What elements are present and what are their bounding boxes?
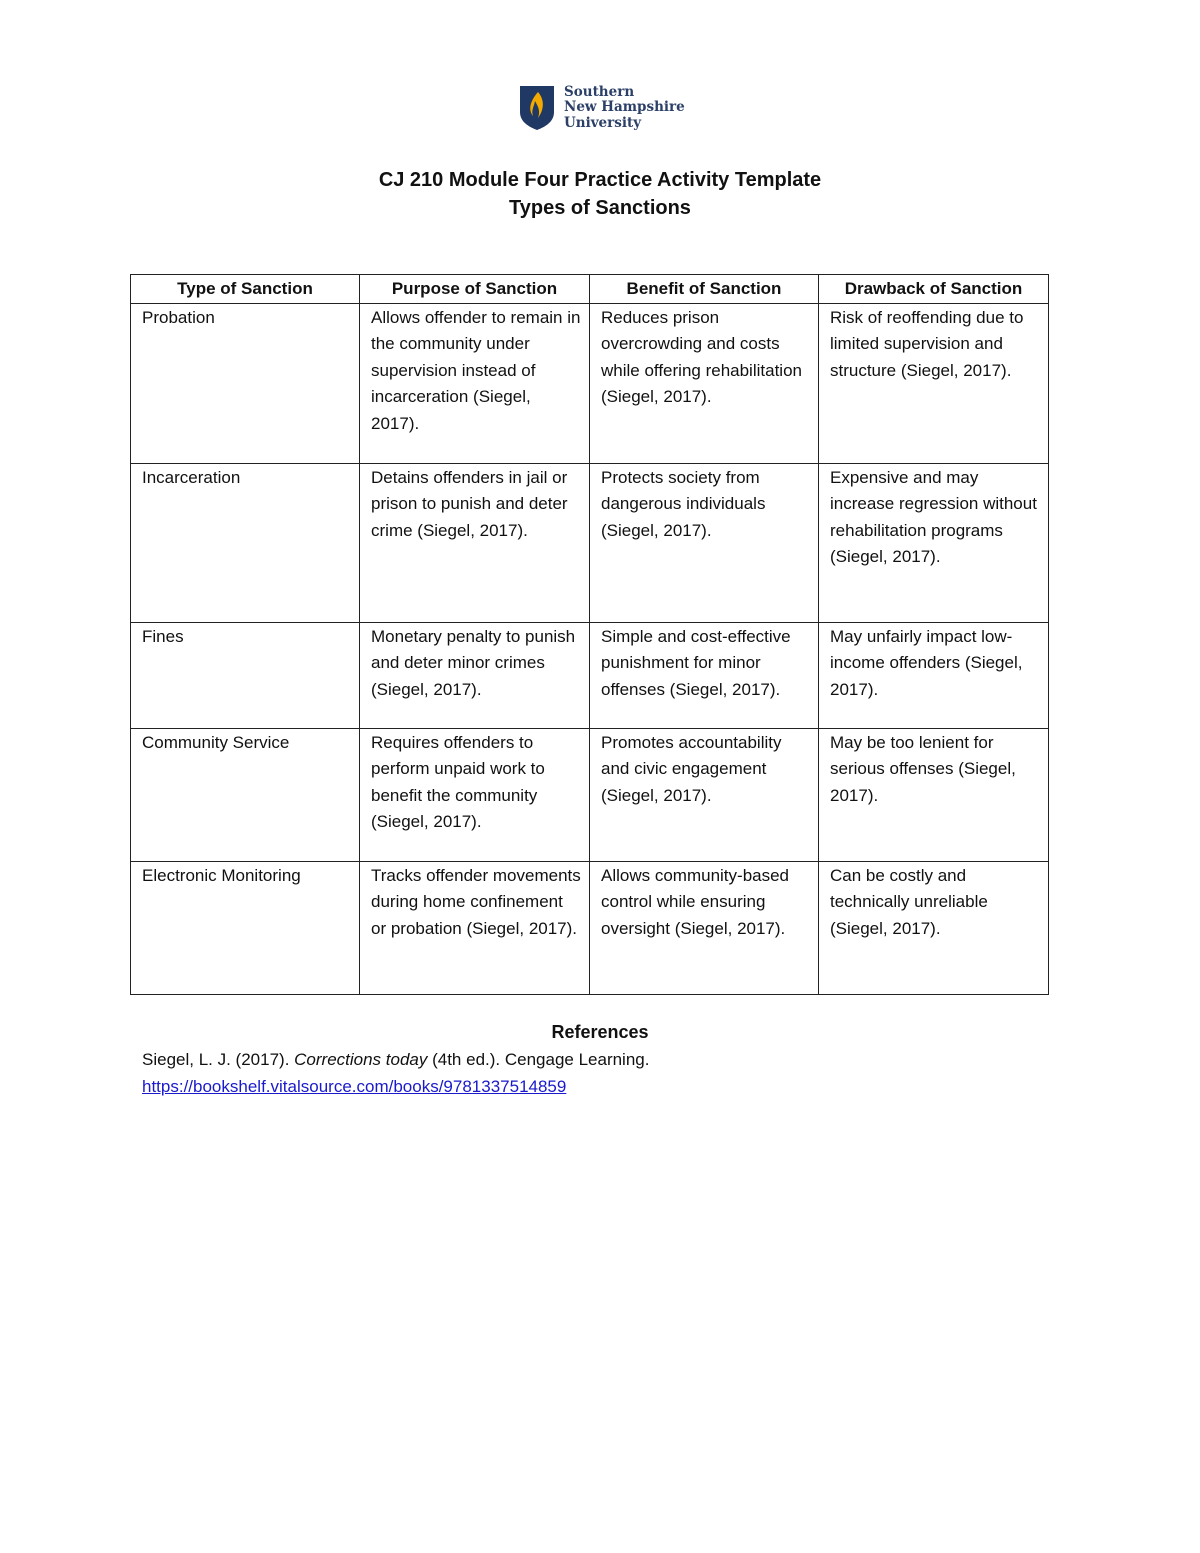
cell-benefit: Allows community-based control while ensuring oversight (Siegel, 2017). [590, 861, 819, 994]
cell-type: Probation [131, 303, 360, 463]
cell-type: Fines [131, 622, 360, 728]
document-subtitle: Types of Sanctions [509, 197, 691, 219]
reference-title: Corrections today [294, 1050, 428, 1069]
reference-entry [142, 1046, 1200, 1100]
cell-benefit: Reduces prison overcrowding and costs while offering rehabilitation (Siegel, 2017). [590, 303, 819, 463]
cell-purpose: Requires offenders to perform unpaid work to benefit the community (Siegel, 2017). [360, 728, 590, 861]
table-row [131, 463, 1049, 622]
university-logo [519, 84, 685, 132]
cell-drawback: Can be costly and technically unreliable (Siegel, 2017). [819, 861, 1049, 994]
logo-line-3: University [564, 114, 642, 131]
cell-purpose: Monetary penalty to punish and deter minor crimes (Siegel, 2017). [360, 622, 590, 728]
cell-purpose: Tracks offender movements during home confinement or probation (Siegel, 2017). [360, 861, 590, 994]
table-row [131, 303, 1049, 463]
header-purpose: Purpose of Sanction [360, 275, 590, 304]
references-heading: References [551, 1022, 649, 1042]
cell-drawback: Risk of reoffending due to limited supervision and structure (Siegel, 2017). [819, 303, 1049, 463]
reference-publisher: (4th ed.). Cengage Learning. [427, 1050, 650, 1069]
logo-wordmark [564, 85, 685, 132]
cell-type: Incarceration [131, 463, 360, 622]
cell-purpose: Detains offenders in jail or prison to punish and deter crime (Siegel, 2017). [360, 463, 590, 622]
table-row [131, 861, 1049, 994]
table-row [131, 728, 1049, 861]
header-benefit: Benefit of Sanction [590, 275, 819, 304]
cell-drawback: May be too lenient for serious offenses (Siegel, 2017). [819, 728, 1049, 861]
shield-flame-icon [519, 85, 555, 131]
references-section [0, 1018, 1200, 1100]
cell-type: Community Service [131, 728, 360, 861]
header-type: Type of Sanction [131, 275, 360, 304]
cell-purpose: Allows offender to remain in the community under supervision instead of incarceration (Siegel, 2017). [360, 303, 590, 463]
reference-authors: Siegel, L. J. (2017). [142, 1050, 295, 1069]
document-title: CJ 210 Module Four Practice Activity Template [378, 169, 822, 191]
cell-drawback: May unfairly impact low-income offenders (Siegel, 2017). [819, 622, 1049, 728]
table-row [131, 622, 1049, 728]
logo-line-1: Southern [564, 83, 635, 100]
header-drawback: Drawback of Sanction [819, 275, 1049, 304]
document-header [0, 166, 1200, 222]
cell-drawback: Expensive and may increase regression without rehabilitation programs (Siegel, 2017). [819, 463, 1049, 622]
cell-benefit: Promotes accountability and civic engagement (Siegel, 2017). [590, 728, 819, 861]
cell-type: Electronic Monitoring [131, 861, 360, 994]
reference-link[interactable]: https://bookshelf.vitalsource.com/books/9781337514859 [142, 1077, 567, 1096]
logo-line-2: New Hampshire [564, 99, 685, 116]
cell-benefit: Simple and cost-effective punishment for minor offenses (Siegel, 2017). [590, 622, 819, 728]
sanctions-table [130, 274, 1049, 995]
table-header-row [131, 275, 1049, 304]
cell-benefit: Protects society from dangerous individuals (Siegel, 2017). [590, 463, 819, 622]
